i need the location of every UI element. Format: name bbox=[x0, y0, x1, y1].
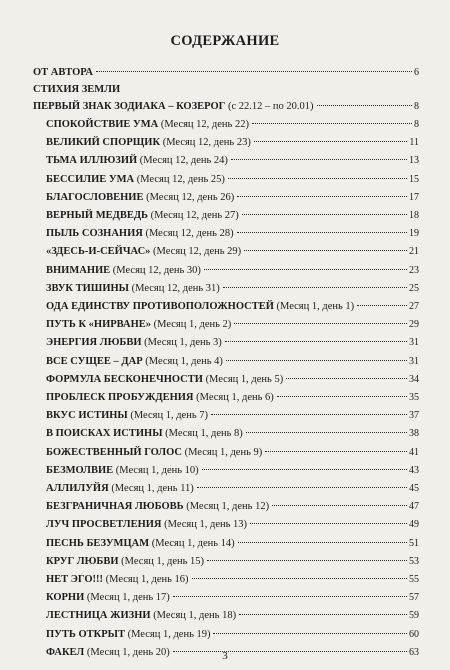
dot-leader bbox=[231, 159, 407, 160]
entry-dates: (Месяц 1, день 11) bbox=[108, 483, 194, 494]
entry-dates: (Месяц 1, день 17) bbox=[84, 592, 170, 604]
entry-label bbox=[46, 444, 262, 462]
entry-page: 34 bbox=[409, 373, 419, 385]
dot-leader bbox=[197, 487, 407, 488]
entry-title: СПОКОЙСТВИЕ УМА bbox=[46, 119, 159, 130]
entry-title: КОРНИ bbox=[46, 592, 85, 604]
dot-leader bbox=[246, 432, 407, 433]
dot-leader bbox=[272, 505, 407, 506]
entry-dates: (Месяц 1, день 20) bbox=[84, 646, 170, 658]
dot-leader bbox=[244, 250, 407, 251]
toc-entry bbox=[46, 425, 419, 443]
toc-entry bbox=[46, 607, 419, 625]
dot-leader bbox=[242, 214, 407, 215]
toc-entry-sign bbox=[33, 98, 419, 116]
dot-leader bbox=[226, 360, 407, 361]
entry-dates: (Месяц 1, день 7) bbox=[127, 410, 208, 422]
entry-page: 19 bbox=[409, 228, 419, 240]
dot-leader bbox=[207, 560, 407, 561]
entry-page: 31 bbox=[409, 355, 419, 367]
entry-page: 27 bbox=[409, 301, 419, 312]
page-number: 3 bbox=[222, 650, 228, 662]
entry-title: ПЕСНЬ БЕЗУМЦАМ bbox=[46, 537, 150, 549]
entry-label bbox=[46, 353, 223, 371]
entry-page: 31 bbox=[409, 337, 419, 349]
toc-entry bbox=[46, 371, 419, 389]
entry-title: ФОРМУЛА БЕСКОНЕЧНОСТИ bbox=[46, 373, 203, 385]
entry-label bbox=[33, 98, 314, 116]
entry-label bbox=[46, 462, 199, 480]
entry-label bbox=[33, 64, 93, 82]
toc-entry bbox=[46, 152, 419, 170]
entry-dates: (Месяц 1, день 14) bbox=[149, 537, 235, 549]
entry-title: БЛАГОСЛОВЕНИЕ bbox=[46, 191, 144, 203]
page-title: СОДЕРЖАНИЕ bbox=[170, 33, 280, 49]
entry-page: 59 bbox=[409, 610, 419, 622]
toc-entry bbox=[46, 571, 419, 589]
entry-title: ВЕРНЫЙ МЕДВЕДЬ bbox=[46, 210, 149, 221]
dot-leader bbox=[252, 123, 412, 124]
toc-entry bbox=[46, 262, 419, 280]
entry-label bbox=[46, 589, 170, 607]
entry-page: 43 bbox=[409, 464, 419, 476]
toc-entry bbox=[46, 243, 419, 261]
dot-leader bbox=[238, 542, 407, 543]
entry-dates: (Месяц 1, день 16) bbox=[103, 574, 189, 585]
entry-page: 37 bbox=[409, 410, 419, 422]
entry-page: 57 bbox=[409, 592, 419, 604]
entry-label bbox=[46, 480, 194, 498]
dot-leader bbox=[317, 105, 413, 106]
dot-leader bbox=[204, 269, 407, 270]
dot-leader bbox=[202, 469, 407, 470]
entry-label bbox=[46, 152, 228, 170]
entry-title: В ПОИСКАХ ИСТИНЫ bbox=[46, 428, 163, 440]
toc-entry bbox=[46, 316, 419, 334]
section-heading: СТИХИЯ ЗЕМЛИ bbox=[33, 84, 121, 95]
dot-leader bbox=[228, 178, 407, 179]
dot-leader bbox=[96, 71, 412, 72]
dot-leader bbox=[213, 633, 407, 634]
entry-label bbox=[46, 389, 274, 407]
toc-entry bbox=[46, 535, 419, 553]
entry-title: ЭНЕРГИЯ ЛЮБВИ bbox=[46, 337, 142, 349]
entry-label bbox=[46, 316, 231, 334]
entry-title: БЕЗМОЛВИЕ bbox=[46, 464, 114, 476]
toc-entry bbox=[46, 353, 419, 371]
entry-label bbox=[46, 516, 247, 534]
entry-dates: (Месяц 12, день 29) bbox=[150, 246, 242, 258]
entry-page: 38 bbox=[409, 428, 419, 440]
entry-title: БОЖЕСТВЕННЫЙ ГОЛОС bbox=[46, 446, 182, 458]
entry-page: 55 bbox=[409, 574, 419, 585]
entry-dates: (Месяц 12, день 23) bbox=[160, 137, 251, 149]
entry-dates: (Месяц 1, день 4) bbox=[142, 355, 223, 367]
entry-page: 35 bbox=[409, 392, 419, 403]
entry-page: 8 bbox=[414, 119, 419, 130]
dot-leader bbox=[234, 323, 407, 324]
entry-page: 41 bbox=[409, 446, 419, 458]
toc-entry bbox=[46, 207, 419, 225]
entry-title: ОТ АВТОРА bbox=[33, 67, 93, 78]
toc-entry bbox=[46, 589, 419, 607]
dot-leader bbox=[237, 196, 407, 197]
entry-dates: (Месяц 12, день 27) bbox=[148, 210, 239, 221]
dot-leader bbox=[173, 596, 407, 597]
entry-page: 15 bbox=[409, 173, 419, 185]
entry-label bbox=[46, 626, 210, 644]
entry-dates: (Месяц 1, день 18) bbox=[150, 610, 237, 622]
entry-page: 60 bbox=[409, 628, 419, 640]
entry-dates: (Месяц 1, день 10) bbox=[113, 464, 199, 476]
entry-label bbox=[46, 334, 222, 352]
dot-leader bbox=[237, 232, 407, 233]
entry-page: 45 bbox=[409, 483, 419, 494]
toc-entry bbox=[46, 298, 419, 316]
entry-page: 29 bbox=[409, 319, 419, 331]
entry-dates: (с 22.12 – по 20.01) bbox=[225, 101, 314, 112]
entry-dates: (Месяц 12, день 22) bbox=[158, 119, 249, 130]
entry-dates: (Месяц 1, день 13) bbox=[161, 519, 248, 531]
entry-page: 18 bbox=[409, 210, 419, 221]
entry-dates: (Месяц 12, день 28) bbox=[142, 228, 234, 240]
entry-label bbox=[46, 207, 239, 225]
entry-label bbox=[46, 371, 283, 389]
entry-title: ЛУЧ ПРОСВЕТЛЕНИЯ bbox=[46, 519, 162, 531]
entry-label bbox=[46, 225, 234, 243]
toc-entry bbox=[46, 189, 419, 207]
dot-leader bbox=[265, 451, 407, 452]
entry-label bbox=[46, 171, 225, 189]
entry-title: КРУГ ЛЮБВИ bbox=[46, 555, 119, 567]
entry-title: ПЫЛЬ СОЗНАНИЯ bbox=[46, 228, 143, 240]
entry-label bbox=[46, 425, 243, 443]
entry-dates: (Месяц 12, день 24) bbox=[137, 155, 228, 167]
dot-leader bbox=[286, 378, 407, 379]
entry-dates: (Месяц 12, день 31) bbox=[129, 282, 220, 294]
entry-dates: (Месяц 1, день 8) bbox=[162, 428, 243, 440]
dot-leader bbox=[225, 341, 407, 342]
entry-title: ВСЕ СУЩЕЕ – ДАР bbox=[46, 355, 143, 367]
entry-label bbox=[46, 134, 251, 152]
entry-title: ТЬМА ИЛЛЮЗИЙ bbox=[46, 155, 138, 167]
entry-label bbox=[46, 535, 235, 553]
entry-label bbox=[46, 189, 234, 207]
entry-label bbox=[46, 407, 208, 425]
entry-title: ЛЕСТНИЦА ЖИЗНИ bbox=[46, 610, 151, 622]
toc-entry bbox=[46, 116, 419, 134]
entry-label bbox=[46, 571, 189, 589]
entry-title: ФАКЕЛ bbox=[46, 646, 85, 658]
entry-page: 23 bbox=[409, 264, 419, 276]
dot-leader bbox=[277, 396, 407, 397]
toc-entry bbox=[46, 171, 419, 189]
dot-leader bbox=[192, 578, 407, 579]
toc-entry bbox=[46, 407, 419, 425]
entry-dates: (Месяц 1, день 5) bbox=[202, 373, 284, 385]
entry-page: 6 bbox=[414, 67, 419, 78]
entry-page: 25 bbox=[409, 282, 419, 294]
entry-page: 11 bbox=[409, 137, 419, 149]
entry-dates: (Месяц 1, день 19) bbox=[124, 628, 211, 640]
entry-dates: (Месяц 1, день 12) bbox=[183, 501, 270, 513]
toc-entry bbox=[46, 626, 419, 644]
toc-entry bbox=[46, 444, 419, 462]
toc-entry-author bbox=[33, 64, 419, 82]
entry-dates: (Месяц 1, день 15) bbox=[118, 555, 205, 567]
entry-page: 63 bbox=[409, 646, 419, 658]
toc-entry bbox=[46, 553, 419, 571]
entry-dates: (Месяц 1, день 3) bbox=[141, 337, 222, 349]
toc-entry bbox=[46, 516, 419, 534]
entry-title: ПЕРВЫЙ ЗНАК ЗОДИАКА – КОЗЕРОГ bbox=[33, 101, 226, 112]
toc-entry bbox=[46, 389, 419, 407]
entry-title: ПРОБЛЕСК ПРОБУЖДЕНИЯ bbox=[46, 392, 194, 403]
toc-entry bbox=[46, 280, 419, 298]
entry-dates: (Месяц 1, день 2) bbox=[151, 319, 232, 331]
entry-label bbox=[46, 607, 236, 625]
toc-entry bbox=[46, 334, 419, 352]
toc-entry bbox=[46, 134, 419, 152]
toc-entry bbox=[46, 225, 419, 243]
entry-label bbox=[46, 243, 241, 261]
entry-page: 47 bbox=[409, 501, 419, 513]
entry-title: ПУТЬ ОТКРЫТ bbox=[46, 628, 125, 640]
dot-leader bbox=[254, 141, 408, 142]
entry-title: ВКУС ИСТИНЫ bbox=[46, 410, 128, 422]
entry-title: БЕЗГРАНИЧНАЯ ЛЮБОВЬ bbox=[46, 501, 184, 513]
entry-title: ВЕЛИКИЙ СПОРЩИК bbox=[46, 137, 161, 149]
dot-leader bbox=[223, 287, 407, 288]
entry-dates: (Месяц 12, день 30) bbox=[110, 264, 201, 276]
entry-label bbox=[46, 553, 204, 571]
entry-page: 17 bbox=[409, 191, 419, 203]
entry-label bbox=[46, 280, 220, 298]
entry-page: 8 bbox=[414, 101, 419, 112]
entry-dates: (Месяц 12, день 26) bbox=[143, 191, 235, 203]
dot-leader bbox=[239, 614, 407, 615]
toc-entry bbox=[46, 480, 419, 498]
toc-entry bbox=[46, 498, 419, 516]
entry-dates: (Месяц 1, день 6) bbox=[193, 392, 274, 403]
entry-dates: (Месяц 1, день 9) bbox=[181, 446, 263, 458]
entry-label bbox=[46, 116, 249, 134]
entry-title: «ЗДЕСЬ-И-СЕЙЧАС» bbox=[46, 246, 151, 258]
entry-label bbox=[46, 262, 201, 280]
dot-leader bbox=[357, 305, 407, 306]
entry-title: БЕССИЛИЕ УМА bbox=[46, 173, 135, 185]
entry-page: 13 bbox=[409, 155, 419, 167]
entry-page: 51 bbox=[409, 537, 419, 549]
entry-title: ОДА ЕДИНСТВУ ПРОТИВОПОЛОЖНОСТЕЙ bbox=[46, 301, 274, 312]
entry-page: 53 bbox=[409, 555, 419, 567]
entry-page: 49 bbox=[409, 519, 419, 531]
entry-page: 21 bbox=[409, 246, 419, 258]
entry-title: ЗВУК ТИШИНЫ bbox=[46, 282, 129, 294]
dot-leader bbox=[211, 414, 407, 415]
entry-title: АЛЛИЛУЙЯ bbox=[46, 483, 109, 494]
entry-label bbox=[46, 498, 269, 516]
entry-title: ПУТЬ К «НИРВАНЕ» bbox=[46, 319, 152, 331]
entry-dates: (Месяц 1, день 1) bbox=[273, 301, 355, 312]
entry-label bbox=[46, 298, 354, 316]
dot-leader bbox=[250, 523, 407, 524]
toc-entry bbox=[46, 462, 419, 480]
entry-title: НЕТ ЭГО!!! bbox=[46, 574, 103, 585]
entry-dates: (Месяц 12, день 25) bbox=[134, 173, 225, 185]
entry-title: ВНИМАНИЕ bbox=[46, 264, 111, 276]
